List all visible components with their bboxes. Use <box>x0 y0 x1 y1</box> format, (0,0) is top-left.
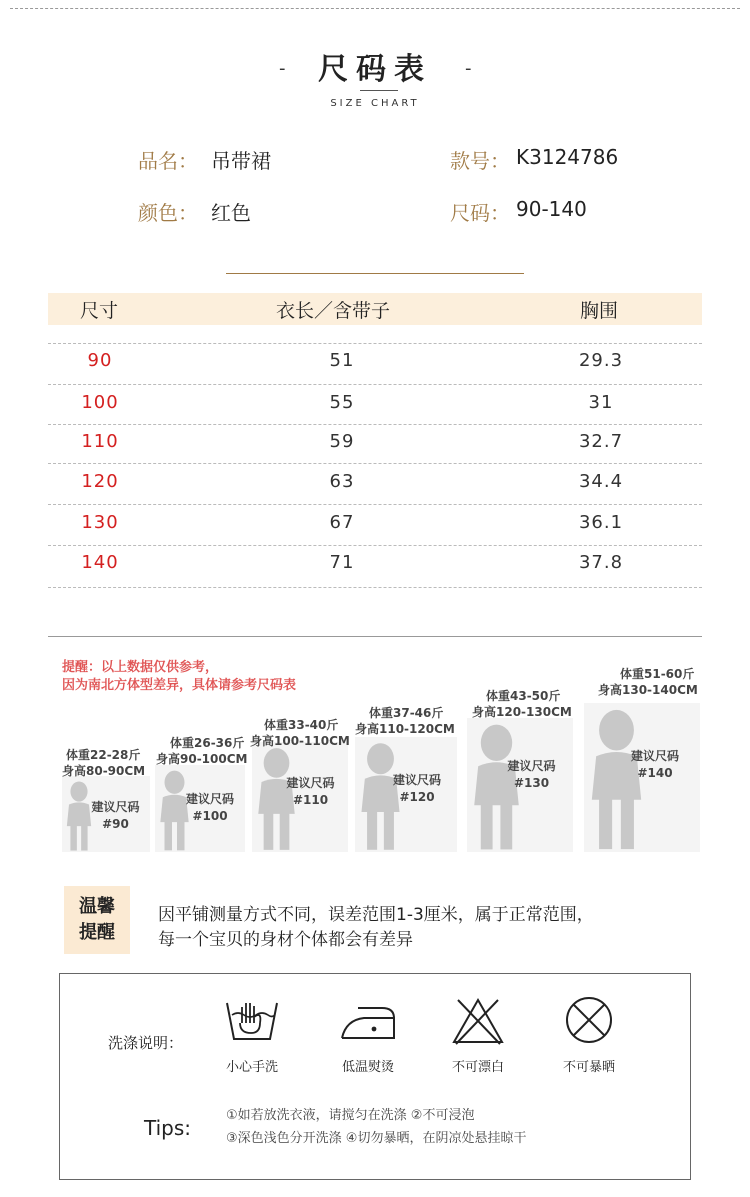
page-subtitle: SIZE CHART <box>330 98 420 109</box>
suggest-text: 建议尺码 <box>392 773 441 787</box>
figure-weight: 体重33-40斤 <box>264 718 339 732</box>
size-value: 90-140 <box>516 197 587 221</box>
cell-size: 120 <box>81 471 119 492</box>
style-label: 款号： <box>450 149 510 173</box>
table-row-divider <box>48 463 702 464</box>
reminder-line-2: 因为南北方体型差异，具体请参考尺码表 <box>62 678 297 693</box>
col-header-chest: 胸围 <box>580 300 619 322</box>
care-text-no-sun: 不可暴晒 <box>562 1060 615 1075</box>
care-text-no-bleach: 不可漂白 <box>451 1060 504 1075</box>
suggest-text: 建议尺码 <box>286 776 335 790</box>
suggest-text: 建议尺码 <box>507 759 556 773</box>
figure-suggest-label <box>490 758 573 792</box>
warm-tip-badge <box>64 886 130 954</box>
cell-chest: 34.4 <box>578 471 624 492</box>
figure-height: 身高130-140CM <box>598 683 698 697</box>
figure-height: 身高80-90CM <box>62 764 146 778</box>
no-sun-icon <box>564 995 614 1045</box>
figure-weight: 体重43-50斤 <box>486 689 561 703</box>
title-dash-left: - <box>279 58 286 79</box>
col-header-size: 尺寸 <box>80 300 119 322</box>
cell-size: 130 <box>81 512 119 533</box>
figure-suggest-label <box>81 799 150 833</box>
warm-tip-label-2: 提醒 <box>79 922 115 943</box>
top-dashed-divider <box>10 8 740 9</box>
cell-chest: 31 <box>588 392 614 413</box>
name-label: 品名： <box>138 149 198 173</box>
figure-height: 身高120-130CM <box>472 705 572 719</box>
tips-line-1: ①如若放洗衣液，请搅匀在洗涤 ②不可浸泡 <box>226 1108 475 1123</box>
cell-chest: 36.1 <box>578 512 624 533</box>
figure-suggest-label <box>273 775 348 809</box>
size-label: 尺码： <box>450 201 510 225</box>
table-row-divider <box>48 343 702 344</box>
suggest-size: #110 <box>292 793 329 807</box>
cell-length: 71 <box>329 552 355 573</box>
cell-chest: 37.8 <box>578 552 624 573</box>
suggest-size: #100 <box>192 809 228 823</box>
suggest-size: #130 <box>513 776 550 790</box>
cell-length: 59 <box>329 431 355 452</box>
suggest-size: #90 <box>102 817 129 831</box>
cell-size: 110 <box>81 431 119 452</box>
figure-weight: 体重51-60斤 <box>620 667 695 681</box>
cell-length: 67 <box>329 512 355 533</box>
title-dash-right: - <box>465 58 472 79</box>
name-value: 吊带裙 <box>211 149 271 173</box>
figure-suggest-label <box>175 791 245 825</box>
table-row-divider <box>48 424 702 425</box>
cell-chest: 32.7 <box>578 431 624 452</box>
section-divider <box>48 636 702 637</box>
table-row-divider <box>48 545 702 546</box>
suggest-size: #140 <box>637 766 673 780</box>
figure-weight: 体重37-46斤 <box>369 706 444 720</box>
cell-length: 51 <box>329 350 355 371</box>
cell-size: 100 <box>81 392 119 413</box>
care-text-iron: 低温熨烫 <box>341 1060 394 1075</box>
color-value: 红色 <box>211 201 251 225</box>
color-label: 颜色： <box>138 201 198 225</box>
cell-size: 140 <box>81 552 119 573</box>
style-value: K3124786 <box>516 145 619 169</box>
suggest-text: 建议尺码 <box>91 800 140 814</box>
figure-suggest-label <box>377 772 457 806</box>
suggest-text: 建议尺码 <box>185 792 234 806</box>
figure-height: 身高110-120CM <box>355 722 455 736</box>
warm-tip-label-1: 温馨 <box>79 896 115 917</box>
table-row-divider <box>48 587 702 588</box>
warm-tip-line-2: 每一个宝贝的身材个体都会有差异 <box>158 930 413 950</box>
table-row-divider <box>48 504 702 505</box>
warm-tip-line-1: 因平铺测量方式不同，误差范围1-3厘米，属于正常范围， <box>158 905 594 925</box>
figure-suggest-label <box>610 748 700 782</box>
suggest-text: 建议尺码 <box>630 749 679 763</box>
tips-line-2: ③深色浅色分开洗涤 ④切勿暴晒，在阴凉处悬挂晾干 <box>226 1131 527 1146</box>
table-row-divider <box>48 384 702 385</box>
figure-weight: 体重26-36斤 <box>170 736 245 750</box>
figure-height: 身高100-110CM <box>250 734 350 748</box>
cell-length: 63 <box>329 471 355 492</box>
tips-label: Tips: <box>144 1116 192 1140</box>
col-header-length: 衣长／含带子 <box>276 300 391 322</box>
iron-low-icon <box>338 1004 398 1044</box>
title-underline <box>360 90 398 91</box>
care-label: 洗涤说明： <box>108 1034 184 1052</box>
hand-wash-icon <box>224 997 280 1043</box>
care-text-hand-wash: 小心手洗 <box>225 1060 278 1075</box>
no-bleach-icon <box>452 996 504 1046</box>
cell-chest: 29.3 <box>578 350 624 371</box>
page-title: 尺码表 <box>318 52 432 87</box>
reminder-line-1: 提醒：以上数据仅供参考， <box>62 660 219 675</box>
figure-height: 身高90-100CM <box>156 752 248 766</box>
cell-length: 55 <box>329 392 355 413</box>
suggest-size: #120 <box>399 790 435 804</box>
figure-weight: 体重22-28斤 <box>66 748 141 762</box>
cell-size: 90 <box>87 350 113 371</box>
info-separator <box>226 273 524 274</box>
